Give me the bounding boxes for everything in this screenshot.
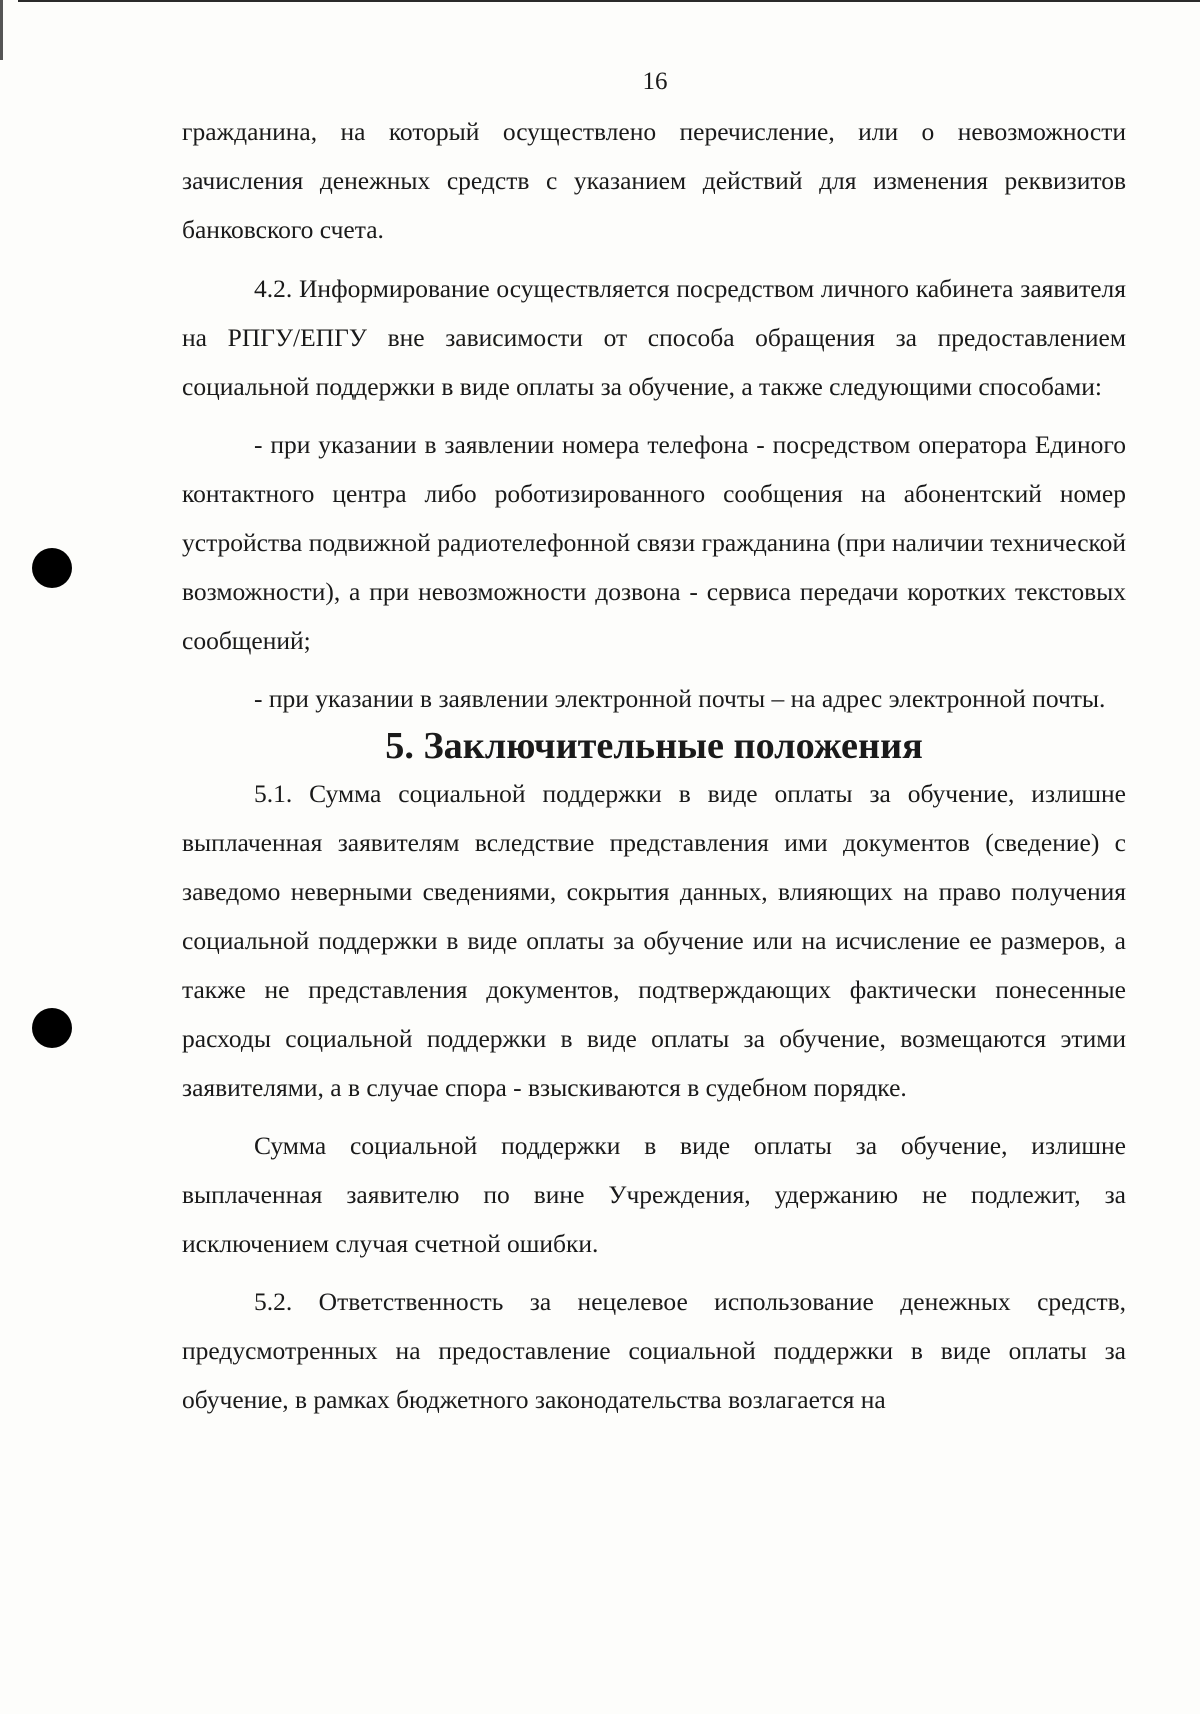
section-heading: 5. Заключительные положения: [385, 725, 923, 767]
paragraph-4-2: 4.2. Информирование осуществляется посредством личного кабинета заявителя на РПГУ/ЕПГУ вне зависимости от способа обращения за предоставлением социальной поддержки в виде оплаты за обучение, а также следующими способами:: [182, 274, 1126, 401]
punch-hole: [32, 1008, 72, 1048]
paragraph-5-2: 5.2. Ответственность за нецелевое использование денежных средств, предусмотренных на предоставление социальной поддержки в виде оплаты за обучение, в рамках бюджетного законодательства возлагается на: [182, 1287, 1126, 1414]
paragraph-phone-notification: - при указании в заявлении номера телефона - посредством оператора Единого контактного центра либо роботизированного сообщения на абонентский номер устройства подвижной радиотелефонной связи гражданина (при наличии технической возможности), а при невозможности дозвона - сервиса передачи коротких текстовых сообщений;: [182, 430, 1126, 655]
top-scan-border: [18, 0, 1200, 2]
left-scan-edge: [0, 0, 3, 60]
page-body: [182, 107, 1126, 1424]
page-number: 16: [642, 68, 668, 95]
paragraph-continuation: гражданина, на который осуществлено перечисление, или о невозможности зачисления денежных средств с указанием действий для изменения реквизитов банковского счета.: [182, 117, 1126, 244]
paragraph-5-1: 5.1. Сумма социальной поддержки в виде оплаты за обучение, излишне выплаченная заявителям вследствие представления ими документов (сведение) с заведомо неверными сведениями, сокрытия данных, влияющих на право получения социальной поддержки в виде оплаты за обучение или на исчисление ее размеров, а также не представления документов, подтверждающих фактически понесенные расходы социальной поддержки в виде оплаты за обучение, возмещаются этими заявителями, а в случае спора - взыскиваются в судебном порядке.: [182, 779, 1126, 1102]
paragraph-email-notification: - при указании в заявлении электронной почты – на адрес электронной почты.: [254, 684, 1106, 713]
punch-hole: [32, 548, 72, 588]
paragraph-overpayment: Сумма социальной поддержки в виде оплаты за обучение, излишне выплаченная заявителю по вине Учреждения, удержанию не подлежит, за исключением случая счетной ошибки.: [182, 1131, 1126, 1258]
